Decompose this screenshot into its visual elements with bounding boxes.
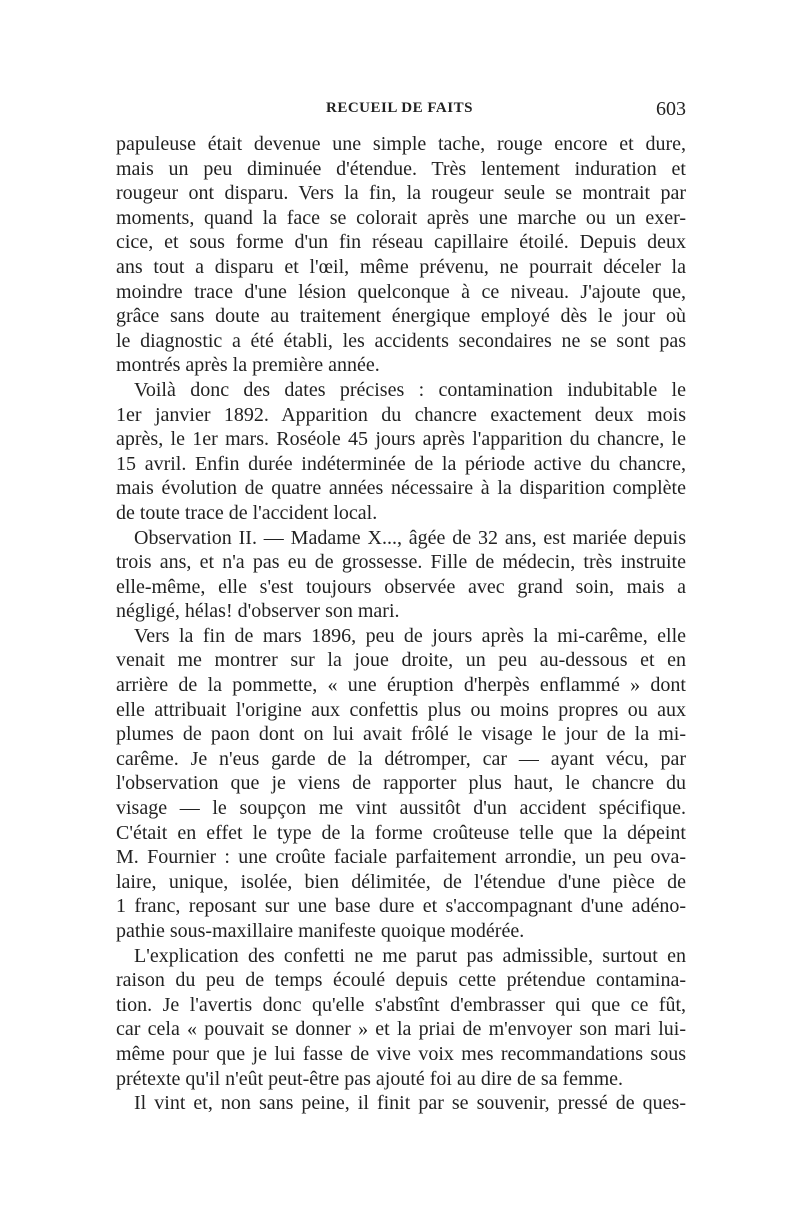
text-line: après, le 1er mars. Roséole 45 jours après l'apparition du chancre, le — [116, 428, 686, 451]
text-line: pathie sous-maxillaire manifeste quoique modérée. — [116, 920, 525, 942]
paragraph — [116, 624, 686, 944]
text-line: ans tout a disparu et l'œil, même prévenu, ne pourrait déceler la — [116, 255, 686, 278]
text-line: elle attribuait l'origine aux confettis plus ou moins propres ou aux — [116, 698, 686, 721]
paragraph — [116, 378, 686, 526]
text-line: 1er janvier 1892. Apparition du chancre exactement deux mois — [116, 403, 686, 426]
text-line: l'observation que je viens de rapporter plus haut, le chancre du — [116, 772, 686, 795]
text-line: prétexte qu'il n'eût peut-être pas ajouté foi au dire de sa femme. — [116, 1067, 624, 1090]
paragraph — [116, 944, 686, 1092]
text-line: visage — le soupçon me vint aussitôt d'un accident spécifique. — [116, 797, 686, 820]
page-header — [116, 98, 686, 128]
text-line: cice, et sous forme d'un fin réseau capillaire étoilé. Depuis deux — [116, 231, 686, 254]
text-line: Vers la fin de mars 1896, peu de jours après la mi-carême, elle — [134, 624, 686, 647]
text-line: arrière de la pommette, « une éruption d'herpès enflammé » dont — [116, 674, 686, 697]
text-line: Il vint et, non sans peine, il finit par se souvenir, pressé de ques- — [134, 1092, 686, 1115]
text-line: négligé, hélas! d'observer son mari. — [116, 600, 400, 623]
text-line: papuleuse était devenue une simple tache, rouge encore et dure, — [116, 133, 686, 155]
paragraph — [116, 132, 686, 378]
text-line: trois ans, et n'a pas eu de grossesse. Fille de médecin, très instruite — [116, 551, 686, 574]
text-line: de toute trace de l'accident local. — [116, 501, 378, 524]
text-line: 1 franc, reposant sur une base dure et s'accompagnant d'une adéno- — [116, 895, 686, 918]
text-line: rougeur ont disparu. Vers la fin, la rougeur seule se montrait par — [116, 182, 686, 205]
text-line: car cela « pouvait se donner » et la priai de m'envoyer son mari lui- — [116, 1018, 686, 1041]
text-line: mais évolution de quatre années nécessaire à la disparition complète — [116, 477, 686, 500]
paragraph — [116, 1091, 686, 1116]
text-line: moments, quand la face se colorait après une marche ou un exer- — [116, 206, 686, 229]
text-line: moindre trace d'une lésion quelconque à ce niveau. J'ajoute que, — [116, 280, 686, 303]
text-line: grâce sans doute au traitement énergique employé dès le jour où — [116, 305, 686, 328]
text-line: plumes de paon dont on lui avait frôlé le visage le jour de la mi- — [116, 723, 686, 746]
text-line: tion. Je l'avertis donc qu'elle s'abstînt d'embrasser qui que ce fût, — [116, 993, 686, 1016]
paragraph — [116, 526, 686, 624]
body-text — [116, 132, 686, 1116]
text-line: montrés après la première année. — [116, 354, 380, 377]
running-title: RECUEIL DE FAITS — [326, 100, 473, 116]
observation-heading-line: Observation II. — Madame X..., âgée de 32 ans, est mariée depuis — [134, 526, 686, 549]
text-line: raison du peu de temps écoulé depuis cette prétendue contamina- — [116, 969, 686, 992]
text-line: même pour que je lui fasse de vive voix mes recommandations sous — [116, 1042, 686, 1065]
text-line: L'explication des confetti ne me parut pas admissible, surtout en — [134, 944, 686, 967]
text-line: carême. Je n'eus garde de la détromper, car — ayant vécu, par — [116, 747, 686, 770]
text-line: C'était en effet le type de la forme croûteuse telle que la dépeint — [116, 821, 686, 844]
text-line: venait me montrer sur la joue droite, un peu au-dessous et en — [116, 649, 686, 672]
text-line: M. Fournier : une croûte faciale parfaitement arrondie, un peu ova- — [116, 846, 686, 869]
text-line: laire, unique, isolée, bien délimitée, de l'étendue d'une pièce de — [116, 870, 686, 893]
text-line: 15 avril. Enfin durée indéterminée de la période active du chancre, — [116, 452, 686, 475]
text-line: mais un peu diminuée d'étendue. Très lentement induration et — [116, 157, 686, 180]
text-line: Voilà donc des dates précises : contamination indubitable le — [134, 378, 686, 401]
text-line: elle-même, elle s'est toujours observée avec grand soin, mais a — [116, 575, 686, 598]
text-line: le diagnostic a été établi, les accidents secondaires ne se sont pas — [116, 329, 686, 352]
page-number: 603 — [656, 98, 686, 120]
